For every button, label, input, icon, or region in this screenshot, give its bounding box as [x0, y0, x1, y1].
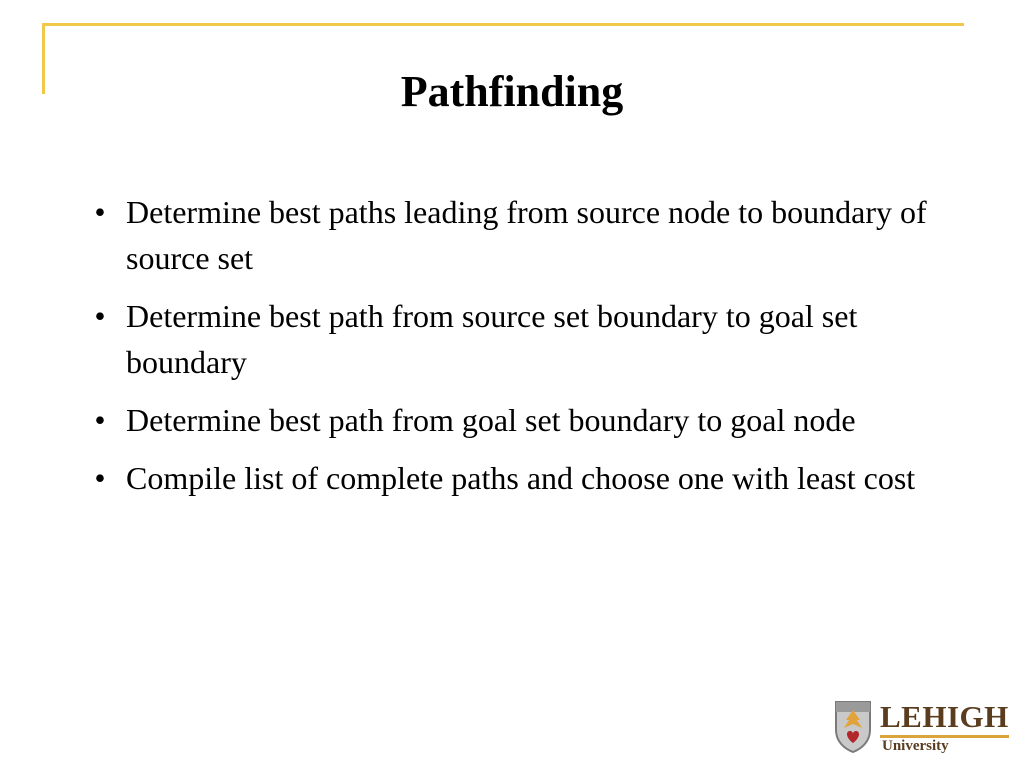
bullet-marker: • — [94, 298, 106, 334]
bullet-marker: • — [94, 194, 106, 230]
bullet-text: Determine best path from goal set boundary to goal node — [126, 402, 856, 438]
bullet-list — [84, 189, 964, 513]
lehigh-logo — [834, 700, 1010, 756]
bullet-item — [84, 293, 964, 385]
bullet-text: Determine best paths leading from source node to boundary of source set — [126, 194, 927, 276]
logo-wordmark: LEHIGH — [880, 700, 1009, 738]
bullet-item — [84, 455, 964, 501]
bullet-marker: • — [94, 460, 106, 496]
bullet-text: Compile list of complete paths and choose one with least cost — [126, 460, 916, 496]
bullet-marker: • — [94, 402, 106, 438]
shield-icon — [834, 700, 872, 754]
bullet-text: Determine best path from source set boundary to goal set boundary — [126, 298, 858, 380]
bullet-item — [84, 397, 964, 443]
slide-title: Pathfinding — [400, 67, 624, 116]
bullet-item — [84, 189, 964, 281]
logo-subtitle: University — [882, 738, 949, 754]
frame-top-line — [42, 23, 964, 26]
